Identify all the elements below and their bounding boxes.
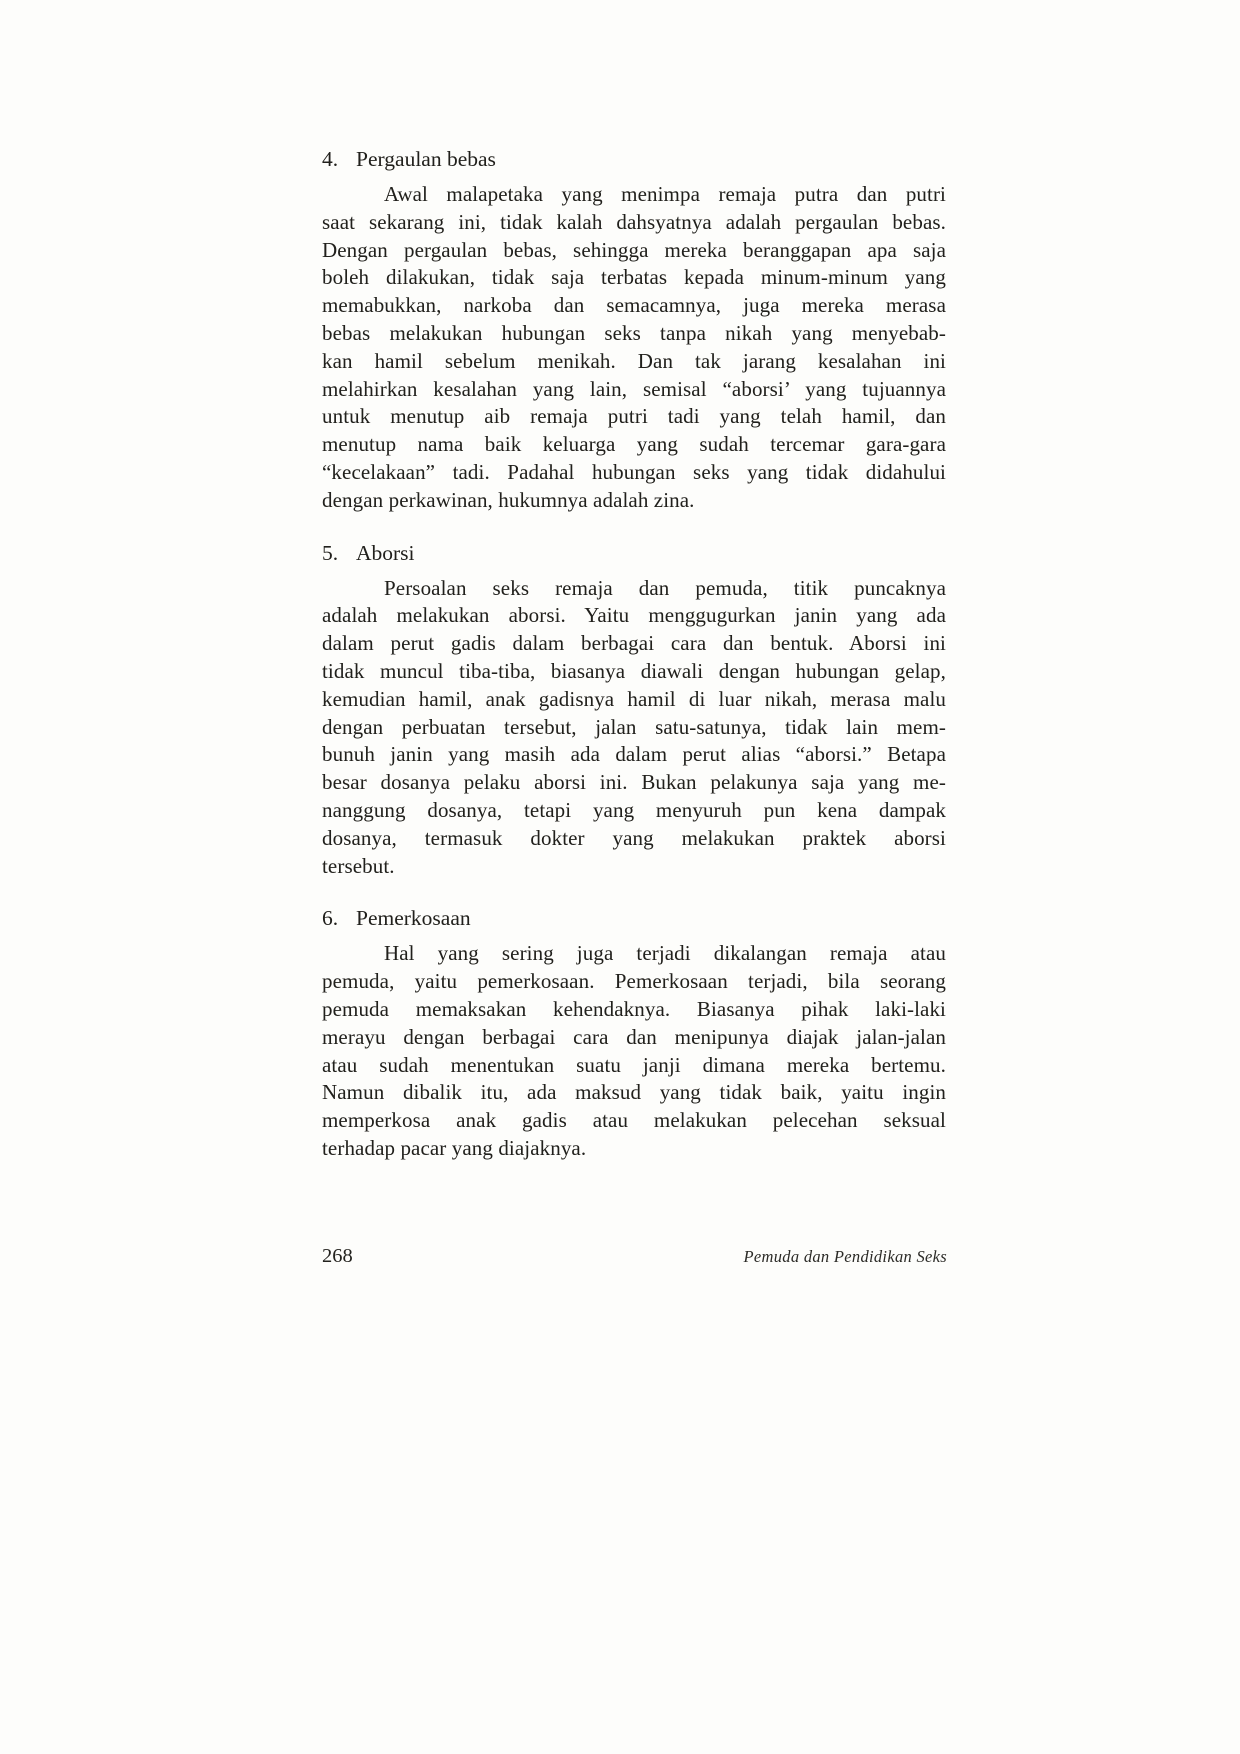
text-line: kan hamil sebelum menikah. Dan tak jarang kesalahan ini: [322, 348, 946, 373]
text-line: boleh dilakukan, tidak saja terbatas kepada minum-minum yang: [322, 265, 946, 290]
text-line: Persoalan seks remaja dan pemuda, titik puncaknya: [384, 575, 946, 600]
section-heading: [322, 539, 946, 567]
section-paragraph: [322, 940, 946, 1162]
text-line: untuk menutup aib remaja putri tadi yang telah hamil, dan: [322, 404, 946, 429]
text-line: besar dosanya pelaku aborsi ini. Bukan pelakunya saja yang me-: [322, 770, 946, 795]
section-heading: [322, 904, 946, 932]
text-line: memabukkan, narkoba dan semacamnya, juga mereka merasa: [322, 293, 946, 318]
text-line: bunuh janin yang masih ada dalam perut alias “aborsi.” Betapa: [322, 742, 946, 767]
text-line: adalah melakukan aborsi. Yaitu menggugurkan janin yang ada: [322, 603, 946, 628]
text-line: “kecelakaan” tadi. Padahal hubungan seks yang tidak didahului: [322, 459, 946, 484]
text-line: nanggung dosanya, tetapi yang menyuruh pun kena dampak: [322, 797, 946, 822]
text-line: dengan perkawinan, hukumnya adalah zina.: [322, 487, 695, 512]
section-title: Pergaulan bebas: [356, 147, 496, 171]
section-paragraph: [322, 575, 946, 881]
text-line: bebas melakukan hubungan seks tanpa nikah yang menyebab-: [322, 320, 946, 345]
running-title: Pemuda dan Pendidikan Seks: [743, 1247, 947, 1266]
text-line: dengan perbuatan tersebut, jalan satu-satunya, tidak lain mem-: [322, 714, 946, 739]
text-line: tersebut.: [322, 853, 395, 878]
section-number: 6.: [322, 906, 339, 931]
text-line: Namun dibalik itu, ada maksud yang tidak baik, yaitu ingin: [322, 1080, 946, 1105]
text-line: melahirkan kesalahan yang lain, semisal “aborsi’ yang tujuannya: [322, 376, 946, 401]
text-line: Awal malapetaka yang menimpa remaja putra dan putri: [384, 182, 946, 206]
text-line: pemuda memaksakan kehendaknya. Biasanya pihak laki-laki: [322, 996, 946, 1021]
page-footer: [322, 1245, 947, 1268]
document-section: [322, 145, 946, 515]
page-content: [322, 145, 946, 1187]
section-paragraph: [322, 181, 946, 515]
section-heading: [322, 145, 946, 173]
text-line: kemudian hamil, anak gadisnya hamil di luar nikah, merasa malu: [322, 686, 946, 711]
text-line: pemuda, yaitu pemerkosaan. Pemerkosaan terjadi, bila seorang: [322, 969, 946, 994]
section-title: Pemerkosaan: [356, 906, 471, 931]
page-number: 268: [322, 1245, 353, 1267]
document-section: [322, 904, 946, 1162]
text-line: dosanya, termasuk dokter yang melakukan praktek aborsi: [322, 825, 946, 850]
section-number: 5.: [322, 540, 339, 565]
section-title: Aborsi: [356, 540, 415, 565]
text-line: atau sudah menentukan suatu janji dimana mereka bertemu.: [322, 1052, 946, 1077]
text-line: saat sekarang ini, tidak kalah dahsyatnya adalah pergaulan bebas.: [322, 209, 946, 234]
text-line: Dengan pergaulan bebas, sehingga mereka beranggapan apa saja: [322, 237, 946, 262]
section-number: 4.: [322, 147, 339, 171]
text-line: memperkosa anak gadis atau melakukan pelecehan seksual: [322, 1108, 946, 1133]
text-line: menutup nama baik keluarga yang sudah tercemar gara-gara: [322, 432, 946, 457]
document-section: [322, 539, 946, 881]
text-line: terhadap pacar yang diajaknya.: [322, 1135, 587, 1160]
text-line: tidak muncul tiba-tiba, biasanya diawali dengan hubungan gelap,: [322, 658, 946, 683]
text-line: dalam perut gadis dalam berbagai cara dan bentuk. Aborsi ini: [322, 631, 946, 656]
text-line: merayu dengan berbagai cara dan menipunya diajak jalan-jalan: [322, 1024, 946, 1049]
text-line: Hal yang sering juga terjadi dikalangan remaja atau: [384, 941, 946, 966]
